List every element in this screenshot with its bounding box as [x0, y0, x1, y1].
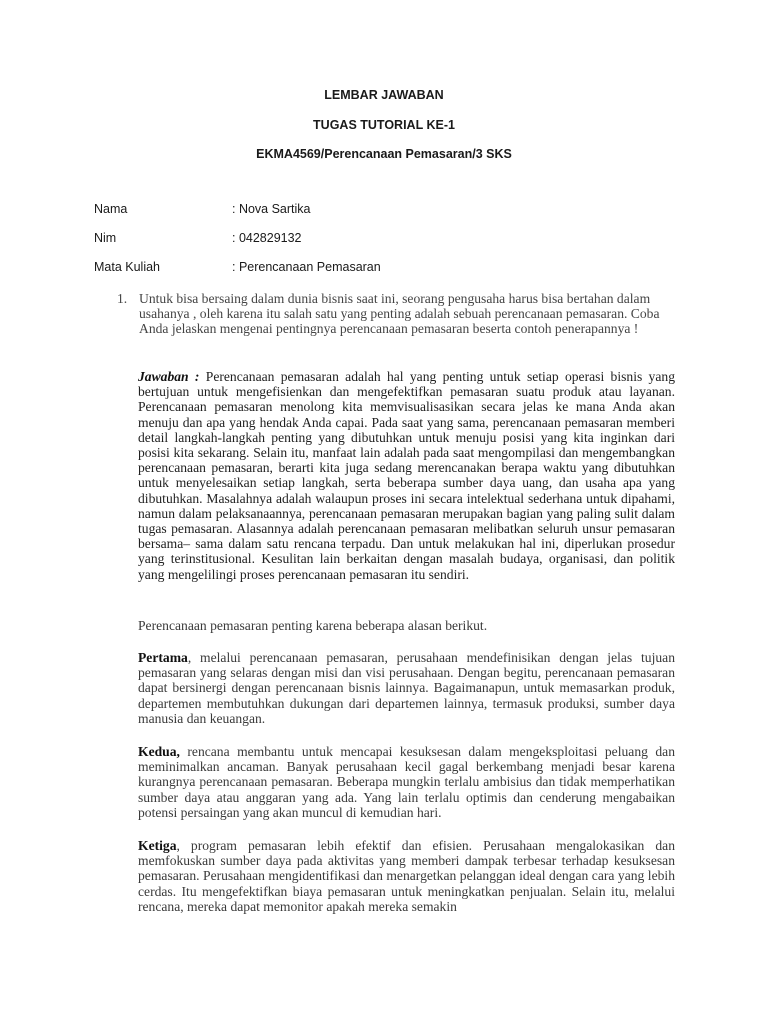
question-text: Untuk bisa bersaing dalam dunia bisnis saat ini, seorang pengusaha harus bisa bertahan dalam usahanya , oleh karena itu salah satu yang penting adalah sebuah perencanaan pemasaran. Coba Anda jelaskan mengenai pentingnya perencanaan pemasaran beserta contoh penerapannya !	[139, 291, 660, 337]
info-row-name	[94, 202, 694, 220]
reason-paragraph-1	[138, 650, 675, 726]
reason-lead: Ketiga	[138, 838, 177, 853]
info-row-course	[94, 260, 694, 278]
info-value: : 042829132	[232, 231, 302, 245]
reasons-intro: Perencanaan pemasaran penting karena beberapa alasan berikut.	[138, 618, 488, 633]
reason-lead: Pertama	[138, 650, 188, 665]
document-subtitle: TUGAS TUTORIAL KE-1	[313, 118, 455, 132]
info-row-nim	[94, 231, 694, 249]
reason-paragraph-2	[138, 744, 675, 820]
reason-body: rencana membantu untuk mencapai kesuksesan dalam mengeksploitasi peluang dan meminimalkan ancaman. Banyak perusahaan kecil gagal berkembang menjadi besar karena kurangnya perencanaan pemasaran. Beberapa mungkin terlalu ambisius dan tidak memperhatikan sumber daya atau anggaran yang ada. Yang lain terlalu optimis dan cenderung mengabaikan potensi persaingan yang akan muncul di kemudian hari.	[138, 744, 675, 820]
info-value: : Nova Sartika	[232, 202, 311, 216]
answer-paragraph	[138, 369, 675, 582]
info-label: Mata Kuliah	[94, 260, 161, 274]
answer-body: Perencanaan pemasaran adalah hal yang penting untuk setiap operasi bisnis yang bertujuan untuk mengefisienkan dan mengefektifkan pemasaran suatu produk atau layanan. Perencanaan pemasaran menolong kita memvisualisasikan secara jelas ke mana Anda akan menuju dan apa yang hendak Anda capai. Pada saat yang sama, perencanaan pemasaran memberi detail langkah-langkah penting yang dibutuhkan untuk menuju posisi yang kita inginkan dari posisi kita sekarang. Selain itu, manfaat lain adalah pada saat mengompilasi dan mengembangkan perencanaan pemasaran, berarti kita juga sedang merencanakan berapa waktu yang dibutuhkan untuk menyelesaikan setiap langkah, serta beberapa sumber daya uang, dan usaha apa yang dibutuhkan. Masalahnya adalah walaupun proses ini secara intelektual sederhana untuk dipahami, namun dalam pelaksanaannya, perencanaan pemasaran merupakan bagian yang paling sulit dalam tugas pemasaran. Alasannya adalah perencanaan pemasaran melibatkan seluruh unsur pemasaran bersama– sama dalam satu rencana terpadu. Dan untuk melakukan hal ini, diperlukan prosedur yang terinstitusional. Kesulitan lain berkaitan dengan masalah budaya, organisasi, dan politik yang mengelilingi proses perencanaan pemasaran itu sendiri.	[138, 369, 675, 582]
course-code: EKMA4569/Perencanaan Pemasaran/3 SKS	[256, 147, 512, 161]
answer-lead: Jawaban :	[138, 369, 200, 384]
reason-body: , program pemasaran lebih efektif dan efisien. Perusahaan mengalokasikan dan memfokuskan sumber daya pada aktivitas yang memberi dampak terbesar terhadap kesuksesan pemasaran. Perusahaan mengidentifikasi dan menargetkan pelanggan ideal dengan cara yang lebih cerdas. Itu mengefektifkan biaya pemasaran untuk meningkatkan penjualan. Selain itu, melalui rencana, mereka dapat memonitor apakah mereka semakin	[138, 838, 675, 914]
document-title: LEMBAR JAWABAN	[324, 88, 444, 102]
info-value: : Perencanaan Pemasaran	[232, 260, 381, 274]
question-number: 1.	[117, 291, 128, 306]
info-label: Nim	[94, 231, 117, 245]
reason-body: , melalui perencanaan pemasaran, perusahaan mendefinisikan dengan jelas tujuan pemasaran yang selaras dengan misi dan visi perusahaan. Dengan begitu, perencanaan pemasaran dapat bersinergi dengan perencanaan bisnis lainnya. Bagaimanapun, untuk memasarkan produk, departemen membutuhkan dukungan dari departemen lainnya, termasuk produksi, sumber daya manusia dan keuangan.	[138, 650, 675, 726]
reason-lead: Kedua,	[138, 744, 180, 759]
reason-paragraph-3	[138, 838, 675, 914]
info-label: Nama	[94, 202, 128, 216]
